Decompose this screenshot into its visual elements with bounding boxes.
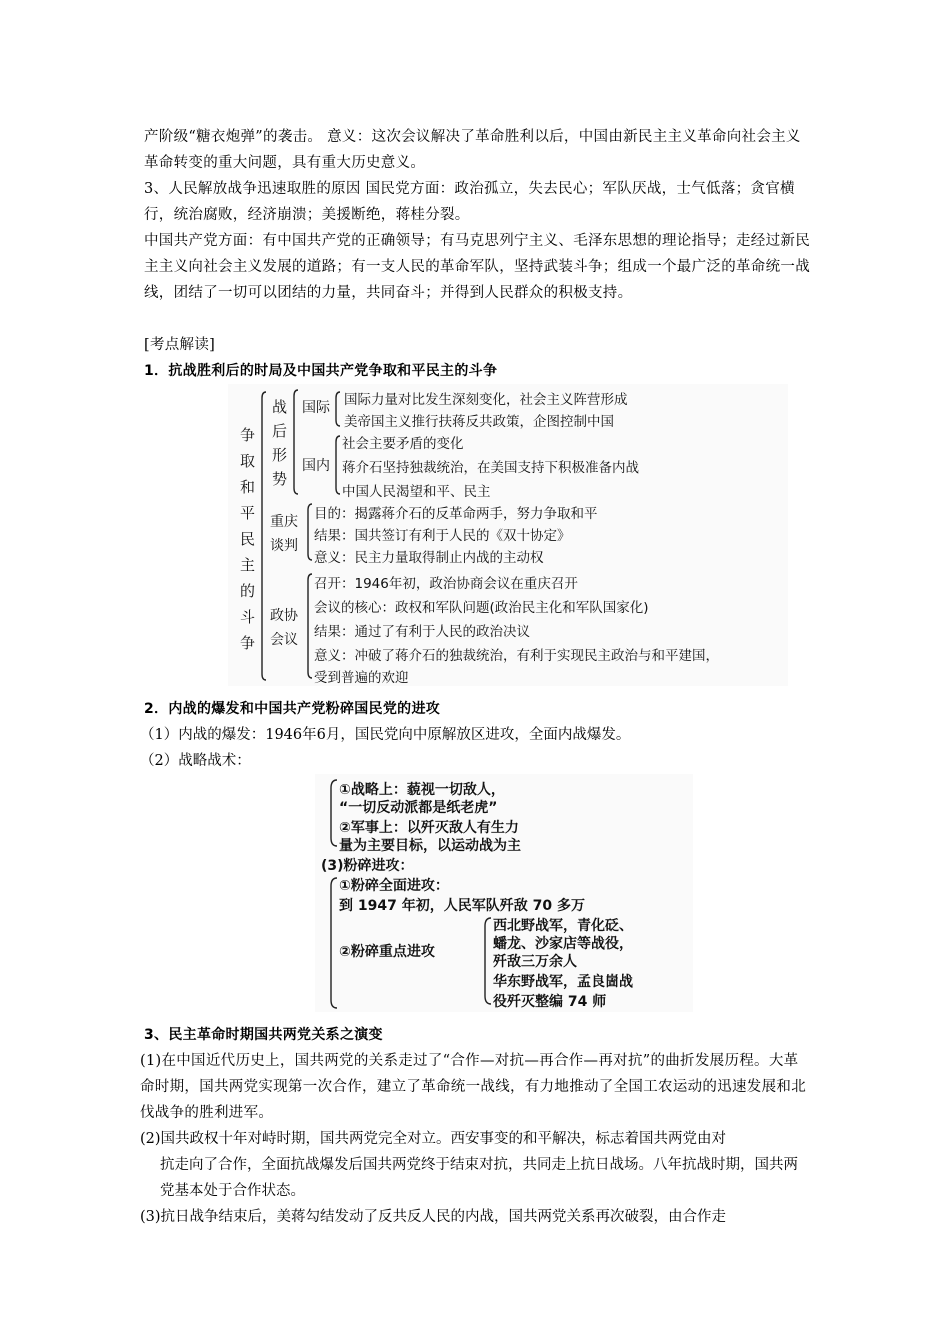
pcc-label: 会议 bbox=[270, 632, 298, 648]
root-char: 平 bbox=[240, 504, 256, 522]
root-char: 斗 bbox=[240, 608, 256, 626]
root-char: 的 bbox=[240, 582, 256, 600]
postwar-char: 形 bbox=[272, 446, 288, 464]
pcc-brace bbox=[308, 574, 312, 678]
paragraph: (1)在中国近代历史上，国共两党的关系走过了“合作—对抗—再合作—再对抗”的曲折发展历程。大革命时期，国共两党实现第一次合作，建立了革命统一战线，有力地推动了全国工农运动的迅速发展和北伐战争的胜利进军。 bbox=[140, 1053, 806, 1121]
heading: 2．内战的爆发和中国共产党粉碎国民党的进攻 bbox=[144, 701, 441, 717]
crush-brace bbox=[331, 878, 337, 1008]
root-char: 争 bbox=[240, 634, 256, 652]
root-char: 民 bbox=[240, 530, 256, 548]
paragraph: (2)国共政权十年对峙时期，国共两党完全对立。西安事变的和平解决，标志着国共两党由对 bbox=[140, 1131, 727, 1147]
heading: 1．抗战胜利后的时局及中国共产党争取和平民主的斗争 bbox=[144, 363, 498, 379]
paragraph: (3)抗日战争结束后，美蒋勾结发动了反共反人民的内战，国共两党关系再次破裂，由合作走 bbox=[140, 1209, 727, 1225]
focus-item: 蟠龙、沙家店等战役， bbox=[493, 936, 633, 952]
paragraph: 3、人民解放战争迅速取胜的原因 国民党方面：政治孤立，失去民心；军队厌战，士气低落；贪官横行，统治腐败，经济崩溃；美援断绝，蒋桂分裂。 bbox=[144, 181, 795, 223]
paragraph: 中国共产党方面：有中国共产党的正确领导；有马克思列宁主义、毛泽东思想的理论指导；走经过新民主主义向社会主义发展的道路；有一支人民的革命军队，坚持武装斗争；组成一个最广泛的革命统一战线，团结了一切可以团结的力量，共同奋斗；并得到人民群众的积极支持。 bbox=[144, 233, 810, 301]
pcc-item: 会议的核心：政权和军队问题(政治民主化和军队国家化) bbox=[314, 600, 649, 616]
postwar-label bbox=[272, 398, 287, 488]
focus-item: 华东野战军，孟良崮战 bbox=[493, 974, 633, 990]
strategy-line: “一切反动派都是纸老虎” bbox=[339, 800, 498, 816]
intl-label: 国际 bbox=[302, 400, 330, 416]
strategy-brace bbox=[331, 780, 337, 846]
chongqing-item: 意义：民主力量取得制止内战的主动权 bbox=[314, 550, 544, 566]
domestic-label: 国内 bbox=[302, 458, 330, 474]
pcc-item: 结果：通过了有利于人民的政治决议 bbox=[314, 624, 530, 640]
chongqing-item: 目的：揭露蒋介石的反革命两手，努力争取和平 bbox=[314, 506, 598, 522]
strategy-line: ②军事上：以歼灭敌人有生力 bbox=[339, 820, 519, 836]
list-item: （2）战略战术： bbox=[140, 753, 251, 769]
diagram-postwar-struggle bbox=[228, 384, 788, 686]
pcc-label: 政协 bbox=[270, 608, 298, 624]
pcc-item: 意义：冲破了蒋介石的独裁统治，有利于实现民主政治与和平建国， bbox=[314, 648, 719, 664]
postwar-char: 后 bbox=[272, 422, 288, 440]
strategy-line: ①战略上：藐视一切敌人， bbox=[339, 782, 505, 798]
root-label bbox=[240, 426, 255, 652]
crush-line: 到 1947 年初，人民军队歼敌 70 多万 bbox=[339, 898, 585, 914]
chongqing-item: 结果：国共签订有利于人民的《双十协定》 bbox=[314, 528, 571, 544]
intl-item: 美帝国主义推行扶蒋反共政策，企图控制中国 bbox=[344, 414, 614, 430]
crush-heading: (3)粉碎进攻： bbox=[321, 858, 414, 874]
root-char: 主 bbox=[240, 556, 256, 574]
chongqing-label: 重庆 bbox=[270, 514, 298, 530]
chongqing-brace bbox=[308, 504, 312, 560]
focus-item: 役歼灭整编 74 师 bbox=[493, 994, 607, 1010]
chongqing-label: 谈判 bbox=[270, 538, 298, 554]
list-item: （1）内战的爆发：1946年6月，国民党向中原解放区进攻，全面内战爆发。 bbox=[140, 727, 631, 743]
root-char: 和 bbox=[240, 478, 256, 496]
paragraph: 产阶级“糖衣炮弹”的袭击。 意义：这次会议解决了革命胜利以后，中国由新民主主义革命向社会主义革命转变的重大问题，具有重大历史意义。 bbox=[144, 129, 801, 171]
diagram-strategy-tactics bbox=[315, 774, 693, 1012]
postwar-char: 战 bbox=[272, 398, 288, 416]
postwar-char: 势 bbox=[272, 470, 288, 488]
intl-brace bbox=[336, 392, 340, 426]
root-brace bbox=[262, 392, 266, 680]
strategy-line: 量为主要目标，以运动战为主 bbox=[339, 838, 521, 854]
pcc-item: 召开：1946年初，政治协商会议在重庆召开 bbox=[314, 576, 578, 592]
focus-item: 歼敌三万余人 bbox=[493, 954, 577, 970]
focus-label: ②粉碎重点进攻 bbox=[339, 944, 435, 960]
heading: 3、民主革命时期国共两党关系之演变 bbox=[144, 1027, 383, 1043]
crush-line: ①粉碎全面进攻： bbox=[339, 878, 449, 894]
pcc-item: 受到普遍的欢迎 bbox=[314, 670, 409, 686]
domestic-item: 中国人民渴望和平、民主 bbox=[342, 484, 491, 500]
root-char: 争 bbox=[240, 426, 256, 444]
focus-brace bbox=[485, 918, 491, 1004]
intl-item: 国际力量对比发生深刻变化，社会主义阵营形成 bbox=[344, 392, 628, 408]
postwar-brace bbox=[294, 390, 298, 494]
focus-item: 西北野战军，青化砭、 bbox=[493, 918, 633, 934]
domestic-brace bbox=[336, 436, 340, 494]
domestic-item: 蒋介石坚持独裁统治，在美国支持下积极准备内战 bbox=[342, 460, 639, 476]
paragraph: 抗走向了合作，全面抗战爆发后国共两党终于结束对抗，共同走上抗日战场。八年抗战时期，国共两党基本处于合作状态。 bbox=[160, 1157, 798, 1199]
root-char: 取 bbox=[240, 452, 256, 470]
section-label: [考点解读] bbox=[144, 337, 216, 353]
domestic-item: 社会主要矛盾的变化 bbox=[342, 436, 464, 452]
